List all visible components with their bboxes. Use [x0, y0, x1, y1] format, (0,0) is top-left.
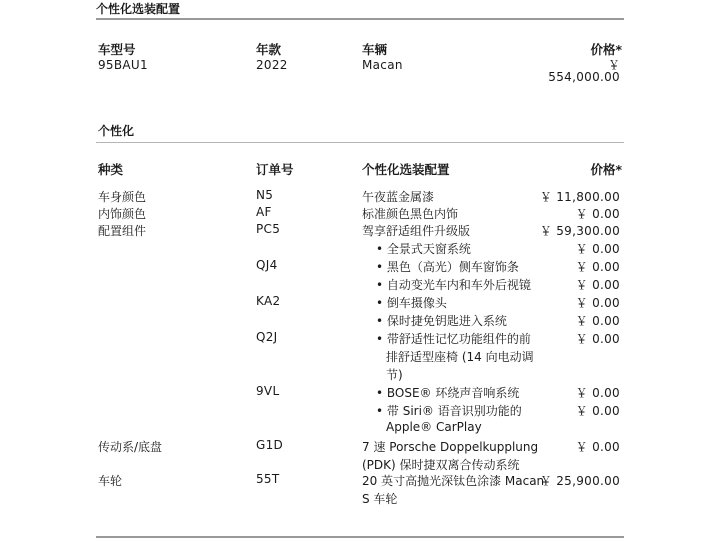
row-price: ￥ 0.00 — [575, 440, 620, 454]
vehicle-name: Macan — [362, 58, 403, 72]
section-divider — [96, 18, 624, 20]
row-order-number: KA2 — [256, 294, 281, 308]
header-config: 个性化选装配置 — [362, 162, 450, 177]
row-config: • 倒车摄像头 — [376, 296, 447, 310]
row-config: • 自动变光车内和车外后视镜 — [376, 278, 531, 292]
row-config-line: • 带舒适性记忆功能组件的前 — [376, 332, 531, 346]
row-config-line: 节) — [386, 368, 403, 382]
row-price: ￥ 0.00 — [575, 242, 620, 256]
section-divider — [96, 142, 624, 143]
row-price: ￥ 0.00 — [575, 207, 620, 221]
section-title-config: 个性化选装配置 — [96, 2, 181, 16]
row-price: ￥ 0.00 — [575, 296, 620, 310]
header-vehicle: 车辆 — [362, 42, 388, 57]
row-config-line: S 车轮 — [362, 492, 398, 506]
row-price: ￥ 0.00 — [575, 260, 620, 274]
row-config-line: 20 英寸高抛光深钛色涂漆 Macan — [362, 474, 545, 488]
header-order-number: 订单号 — [256, 162, 294, 177]
row-config-line: Apple® CarPlay — [386, 420, 482, 434]
model-code: 95BAU1 — [98, 58, 148, 72]
row-config: 标准颜色黑色内饰 — [362, 207, 459, 221]
row-order-number: PC5 — [256, 222, 281, 236]
row-config-line: • 带 Siri® 语音识别功能的 — [376, 404, 522, 418]
row-config-line: 排舒适型座椅 (14 向电动调 — [386, 350, 534, 364]
row-order-number: 55T — [256, 472, 280, 486]
section-title-personalization: 个性化 — [98, 124, 135, 138]
row-config: • BOSE® 环绕声音响系统 — [376, 386, 520, 400]
row-config-line: (PDK) 保时捷双离合传动系统 — [362, 458, 520, 472]
row-price: ￥ 0.00 — [575, 386, 620, 400]
row-price: ￥ 59,300.00 — [539, 224, 620, 238]
row-category: 内饰颜色 — [98, 207, 147, 221]
row-order-number: 9VL — [256, 384, 280, 398]
yen-symbol: ￥ — [607, 58, 620, 72]
row-category: 配置组件 — [98, 224, 147, 238]
header-price: 价格* — [590, 42, 622, 57]
row-order-number: N5 — [256, 188, 274, 202]
row-price: ￥ 0.00 — [575, 314, 620, 328]
row-price: ￥ 0.00 — [575, 404, 620, 418]
row-price: ￥ 0.00 — [575, 332, 620, 346]
row-order-number: G1D — [256, 438, 284, 452]
row-order-number: QJ4 — [256, 258, 278, 272]
row-config: 午夜蓝金属漆 — [362, 190, 435, 204]
header-year: 年款 — [256, 42, 282, 57]
bottom-divider — [96, 536, 624, 538]
row-category: 传动系/底盘 — [98, 440, 163, 454]
row-category: 车身颜色 — [98, 190, 147, 204]
row-price: ￥ 11,800.00 — [539, 190, 620, 204]
row-config-line: 7 速 Porsche Doppelkupplung — [362, 440, 539, 454]
row-config: • 全景式天窗系统 — [376, 242, 471, 256]
base-price: 554,000.00 — [548, 70, 620, 84]
row-price: ￥ 0.00 — [575, 278, 620, 292]
header-category: 种类 — [98, 162, 124, 177]
model-year: 2022 — [256, 58, 288, 72]
row-order-number: AF — [256, 205, 272, 219]
row-price: ￥ 25,900.00 — [539, 474, 620, 488]
row-order-number: Q2J — [256, 330, 278, 344]
row-config: 驾享舒适组件升级版 — [362, 224, 471, 238]
row-config: • 保时捷免钥匙进入系统 — [376, 314, 507, 328]
header-price: 价格* — [590, 162, 622, 177]
row-config: • 黑色（高光）侧车窗饰条 — [376, 260, 519, 274]
header-model: 车型号 — [98, 42, 136, 57]
row-category: 车轮 — [98, 474, 123, 488]
